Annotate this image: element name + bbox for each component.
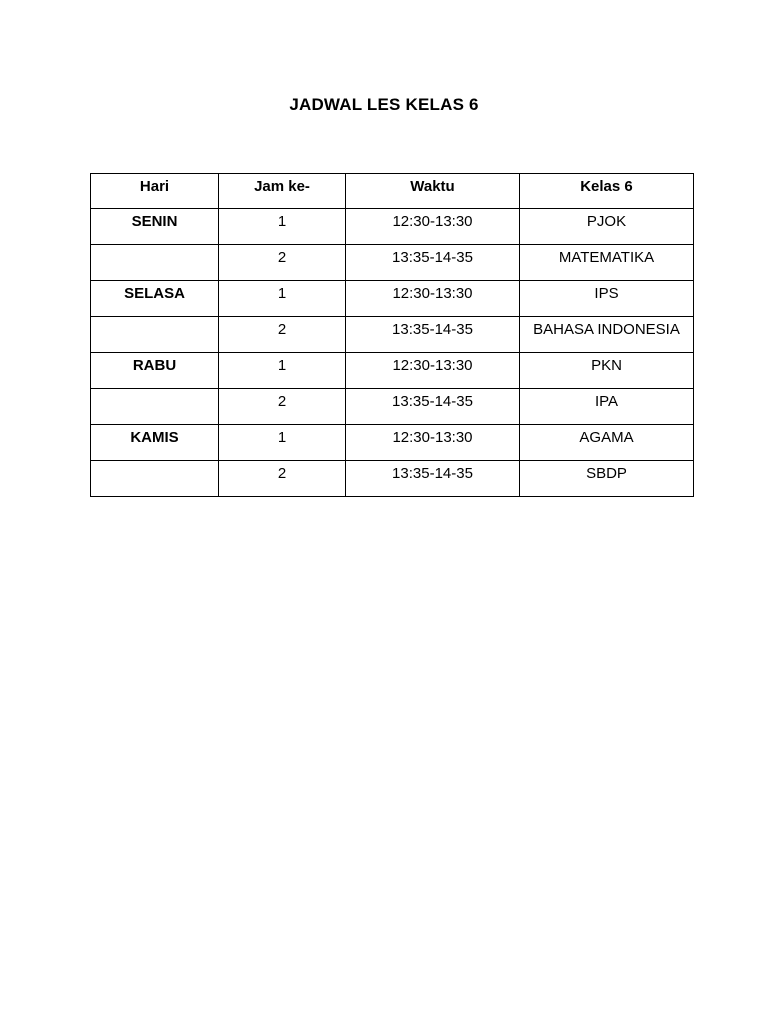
cell-hari: SELASA (91, 281, 219, 317)
schedule-table (90, 173, 694, 497)
cell-kelas: IPA (520, 389, 694, 425)
cell-kelas: BAHASA INDONESIA (520, 317, 694, 353)
cell-jam: 2 (219, 317, 346, 353)
cell-kelas: PJOK (520, 209, 694, 245)
cell-waktu: 12:30-13:30 (346, 353, 520, 389)
cell-kelas: SBDP (520, 461, 694, 497)
cell-waktu: 13:35-14-35 (346, 389, 520, 425)
cell-jam: 1 (219, 209, 346, 245)
cell-waktu: 13:35-14-35 (346, 317, 520, 353)
cell-hari: SENIN (91, 209, 219, 245)
table-row (91, 461, 694, 497)
header-jam-ke: Jam ke- (219, 174, 346, 209)
cell-waktu: 13:35-14-35 (346, 461, 520, 497)
cell-hari (91, 389, 219, 425)
cell-hari: KAMIS (91, 425, 219, 461)
cell-kelas: AGAMA (520, 425, 694, 461)
cell-jam: 1 (219, 353, 346, 389)
cell-waktu: 13:35-14-35 (346, 245, 520, 281)
table-row (91, 425, 694, 461)
table-row (91, 209, 694, 245)
cell-jam: 2 (219, 245, 346, 281)
table-row (91, 245, 694, 281)
cell-waktu: 12:30-13:30 (346, 425, 520, 461)
table-row (91, 281, 694, 317)
cell-kelas: PKN (520, 353, 694, 389)
cell-jam: 2 (219, 389, 346, 425)
cell-kelas: MATEMATIKA (520, 245, 694, 281)
table-row (91, 317, 694, 353)
cell-waktu: 12:30-13:30 (346, 281, 520, 317)
page-title: JADWAL LES KELAS 6 (289, 95, 479, 114)
header-waktu: Waktu (346, 174, 520, 209)
cell-hari (91, 317, 219, 353)
header-hari: Hari (91, 174, 219, 209)
cell-hari (91, 461, 219, 497)
header-kelas-6: Kelas 6 (520, 174, 694, 209)
table-row (91, 353, 694, 389)
cell-kelas: IPS (520, 281, 694, 317)
cell-hari (91, 245, 219, 281)
cell-jam: 1 (219, 281, 346, 317)
table-header-row (91, 174, 694, 209)
cell-jam: 2 (219, 461, 346, 497)
cell-jam: 1 (219, 425, 346, 461)
cell-waktu: 12:30-13:30 (346, 209, 520, 245)
table-row (91, 389, 694, 425)
cell-hari: RABU (91, 353, 219, 389)
